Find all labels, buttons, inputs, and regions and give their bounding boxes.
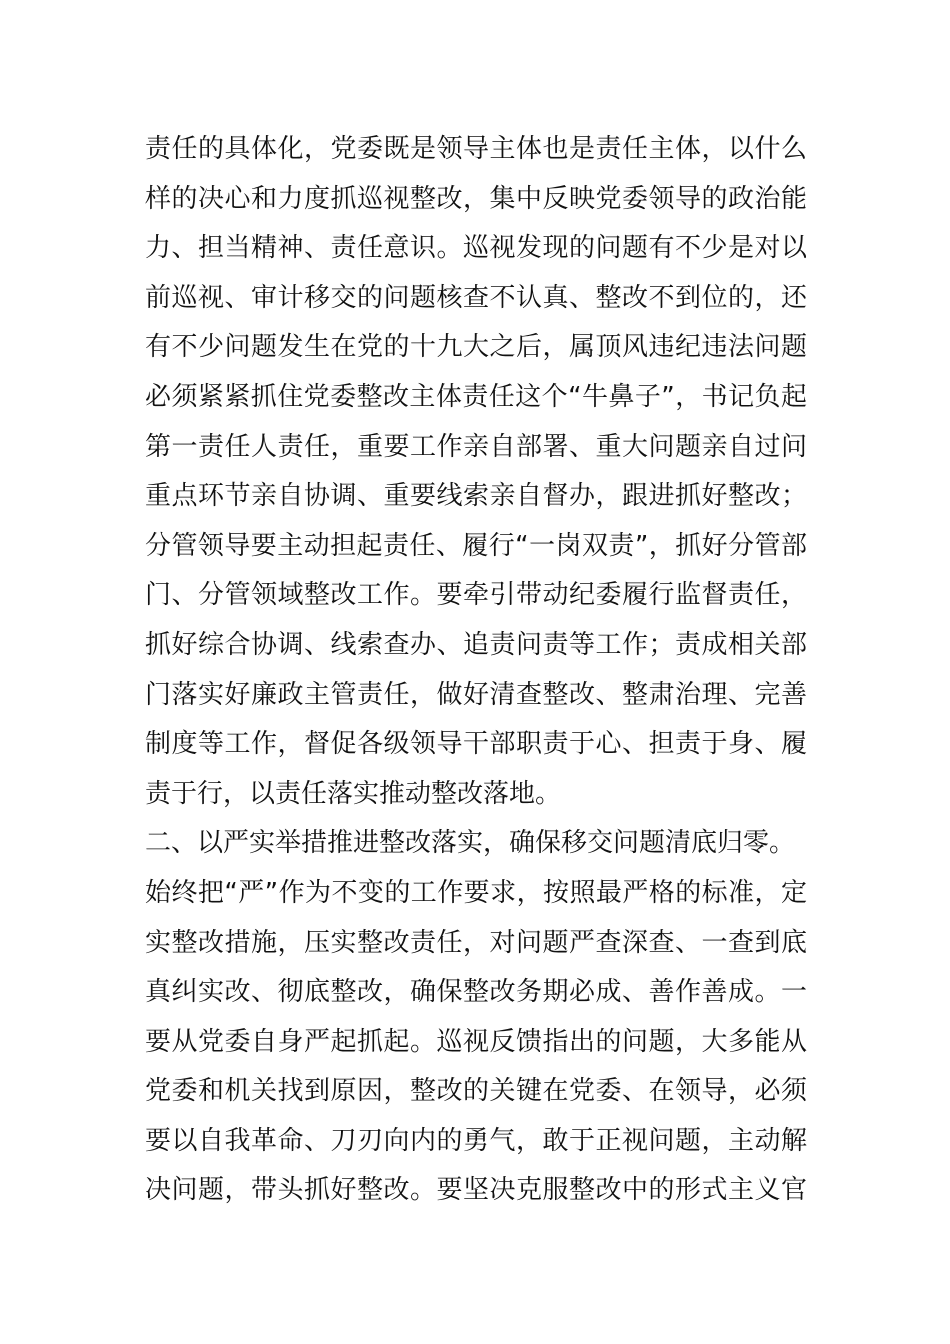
text-line: 分管领导要主动担起责任、履行“一岗双责”，抓好分管部 [145, 530, 807, 561]
text-line: 党委和机关找到原因，整改的关键在党委、在领导，必须 [145, 1076, 807, 1107]
text-line: 有不少问题发生在党的十九大之后，属顶风违纪违法问题 [145, 332, 807, 363]
text-line: 前巡视、审计移交的问题核查不认真、整改不到位的，还 [145, 282, 807, 313]
text-line: 门、分管领域整改工作。要牵引带动纪委履行监督责任， [145, 580, 807, 611]
text-line: 门落实好廉政主管责任，做好清查整改、整肃治理、完善 [145, 679, 807, 710]
text-line: 实整改措施，压实整改责任，对问题严查深查、一查到底 [145, 927, 807, 958]
text-line: 重点环节亲自协调、重要线索亲自督办，跟进抓好整改； [145, 481, 807, 512]
text-line: 二、以严实举措推进整改落实，确保移交问题清底归零。 [145, 828, 796, 859]
text-line: 始终把“严”作为不变的工作要求，按照最严格的标准，定 [145, 877, 807, 908]
text-line: 第一责任人责任，重要工作亲自部署、重大问题亲自过问 [145, 431, 807, 462]
text-line: 要从党委自身严起抓起。巡视反馈指出的问题，大多能从 [145, 1026, 807, 1057]
text-line: 责于行，以责任落实推动整改落地。 [145, 778, 562, 809]
text-line: 样的决心和力度抓巡视整改，集中反映党委领导的政治能 [145, 183, 807, 214]
text-line: 责任的具体化，党委既是领导主体也是责任主体，以什么 [145, 134, 807, 164]
text-line: 决问题，带头抓好整改。要坚决克服整改中的形式主义官 [145, 1175, 807, 1206]
text-line: 必须紧紧抓住党委整改主体责任这个“牛鼻子”，书记负起 [145, 381, 807, 412]
text-line: 要以自我革命、刀刃向内的勇气，敢于正视问题，主动解 [145, 1125, 807, 1156]
document-body [145, 125, 807, 1216]
text-line: 力、担当精神、责任意识。巡视发现的问题有不少是对以 [145, 233, 807, 264]
text-line: 真纠实改、彻底整改，确保整改务期必成、善作善成。一 [145, 977, 807, 1008]
text-line: 抓好综合协调、线索查办、追责问责等工作；责成相关部 [145, 629, 807, 660]
text-line: 制度等工作，督促各级领导干部职责于心、担责于身、履 [145, 729, 807, 760]
